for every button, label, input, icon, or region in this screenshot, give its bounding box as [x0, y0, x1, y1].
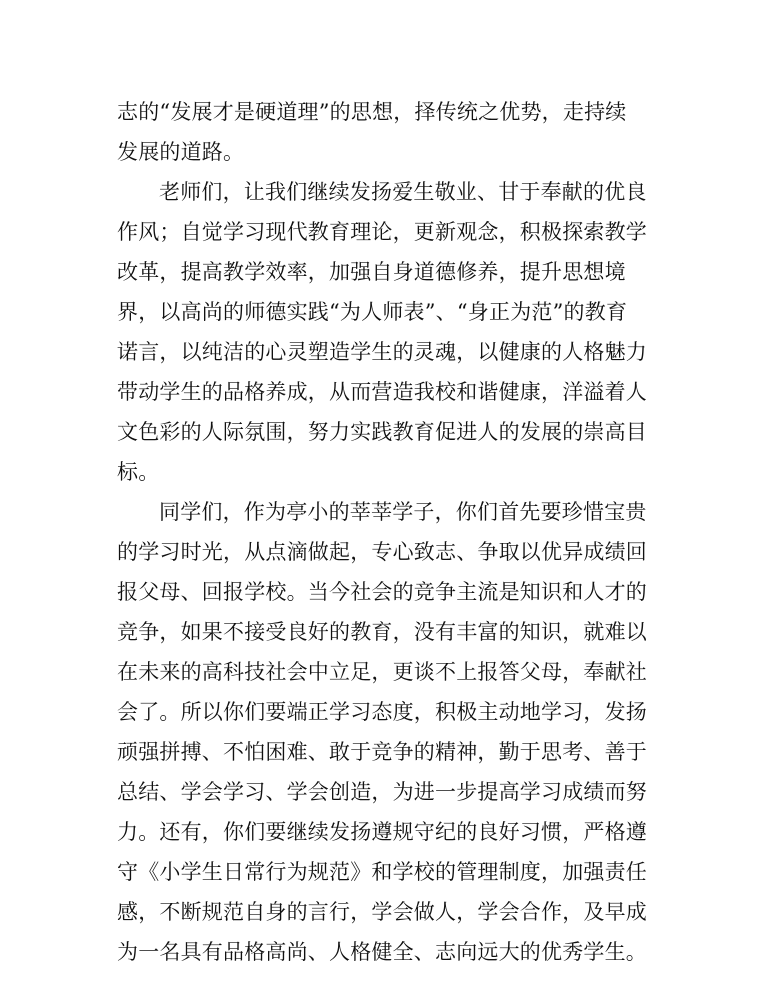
paragraph-3: [117, 492, 647, 972]
text-line: 带动学生的品格养成，从而营造我校和谐健康，洋溢着人: [117, 380, 647, 404]
text-line: 发展的道路。: [117, 140, 245, 164]
text-line: 志的“发展才是硬道理”的思想，择传统之优势，走持续: [117, 100, 627, 124]
text-line: 标。: [117, 460, 160, 484]
document-page: [117, 92, 647, 972]
text-line: 会了。所以你们要端正学习态度，积极主动地学习，发扬: [117, 700, 647, 724]
text-line: 作风；自觉学习现代教育理论，更新观念，积极探索教学: [117, 220, 647, 244]
text-line: 报父母、回报学校。当今社会的竞争主流是知识和人才的: [117, 580, 647, 604]
paragraph-1: [117, 92, 642, 172]
text-line: 界，以高尚的师德实践“为人师表”、“身正为范”的教育: [117, 300, 628, 324]
text-line: 老师们，让我们继续发扬爱生敬业、甘于奉献的优良: [159, 180, 647, 204]
text-line: 总结、学会学习、学会创造，为进一步提高学习成绩而努: [117, 780, 647, 804]
text-line: 力。还有，你们要继续发扬遵规守纪的良好习惯，严格遵: [117, 820, 647, 844]
text-line: 的学习时光，从点滴做起，专心致志、争取以优异成绩回: [117, 540, 647, 564]
text-line: 改革，提高教学效率，加强自身道德修养，提升思想境: [117, 260, 626, 284]
text-line: 感，不断规范自身的言行，学会做人，学会合作，及早成: [117, 900, 647, 924]
text-line: 顽强拼搏、不怕困难、敢于竞争的精神，勤于思考、善于: [117, 740, 647, 764]
text-line: 为一名具有品格高尚、人格健全、志向远大的优秀学生。: [117, 940, 647, 964]
text-line: 在未来的高科技社会中立足，更谈不上报答父母，奉献社: [117, 660, 647, 684]
text-line: 同学们，作为亭小的莘莘学子，你们首先要珍惜宝贵: [159, 500, 647, 524]
text-line: 文色彩的人际氛围，努力实践教育促进人的发展的崇高目: [117, 420, 647, 444]
text-line: 诺言，以纯洁的心灵塑造学生的灵魂，以健康的人格魅力: [117, 340, 647, 364]
text-line: 守《小学生日常行为规范》和学校的管理制度，加强责任: [117, 860, 647, 884]
text-line: 竞争，如果不接受良好的教育，没有丰富的知识，就难以: [117, 620, 647, 644]
paragraph-2: [117, 172, 647, 492]
